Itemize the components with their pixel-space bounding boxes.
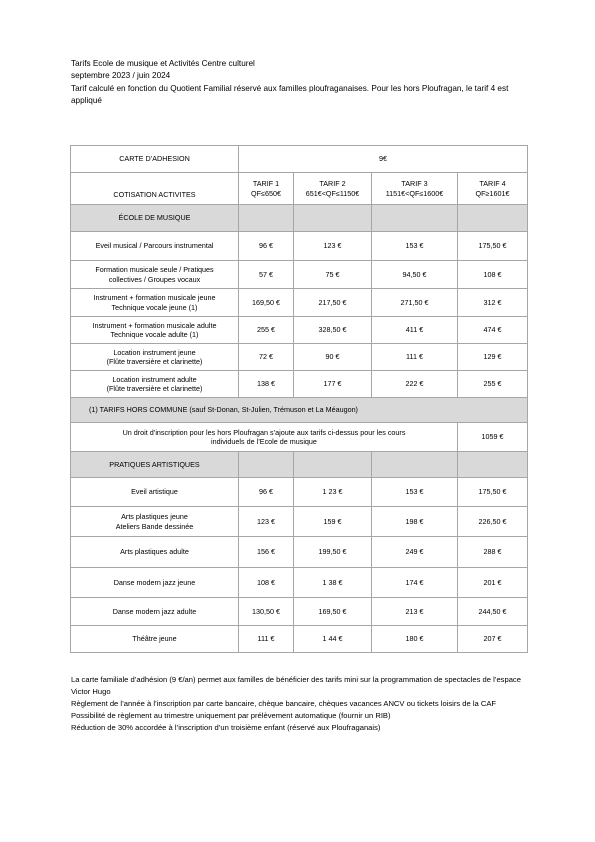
- carte-label: CARTE D’ADHESION: [71, 146, 239, 173]
- doc-period: septembre 2023 / juin 2024: [71, 71, 171, 81]
- price-cell: 201 €: [458, 568, 528, 598]
- table-row: [71, 598, 528, 626]
- tarif-1-header: TARIF 1 QF≤650€: [239, 173, 294, 205]
- price-cell: 111 €: [239, 626, 294, 653]
- carte-value: 9€: [239, 146, 528, 173]
- row-label: Formation musicale seule / Pratiques collectives / Groupes vocaux: [71, 261, 239, 289]
- row-label: Danse modern jazz jeune: [71, 568, 239, 598]
- row-label: Danse modern jazz adulte: [71, 598, 239, 626]
- doc-title: Tarifs Ecole de musique et Activités Centre culturel: [71, 59, 255, 68]
- price-cell: 123 €: [294, 232, 372, 261]
- row-label: Eveil musical / Parcours instrumental: [71, 232, 239, 261]
- price-cell: 180 €: [372, 626, 458, 653]
- note-line: Règlement de l’année à l’inscription par carte bancaire, chèque bancaire, chèques vacances ANCV ou tickets loisirs de la CAF: [71, 698, 497, 708]
- price-cell: 199,50 €: [294, 537, 372, 568]
- row-label: Théâtre jeune: [71, 626, 239, 653]
- price-cell: 474 €: [458, 317, 528, 344]
- price-cell: 1 23 €: [294, 478, 372, 507]
- section-artistiques-row: [71, 452, 528, 478]
- table-row: [71, 568, 528, 598]
- table-row: [71, 537, 528, 568]
- price-cell: 75 €: [294, 261, 372, 289]
- table-row: [71, 289, 528, 317]
- droit-label: Un droit d’inscription pour les hors Ploufragan s’ajoute aux tarifs ci-dessus pour les cours individuels de l’Ecole de musique: [71, 423, 458, 452]
- price-cell: 1 44 €: [294, 626, 372, 653]
- table-row: [71, 344, 528, 371]
- price-cell: 108 €: [458, 261, 528, 289]
- droit-row: [71, 423, 528, 452]
- price-cell: 207 €: [458, 626, 528, 653]
- tarif-4-header: TARIF 4 QF≥1601€: [458, 173, 528, 205]
- price-cell: 226,50 €: [458, 507, 528, 537]
- table-row: [71, 317, 528, 344]
- row-label: Arts plastiques jeune Ateliers Bande dessinée: [71, 507, 239, 537]
- price-cell: 111 €: [372, 344, 458, 371]
- tarif-table: [70, 145, 528, 653]
- price-cell: 153 €: [372, 478, 458, 507]
- price-cell: 169,50 €: [294, 598, 372, 626]
- section-artistiques-label: PRATIQUES ARTISTIQUES: [71, 452, 239, 478]
- price-cell: 72 €: [239, 344, 294, 371]
- row-label: Instrument + formation musicale jeune Technique vocale jeune (1): [71, 289, 239, 317]
- row-label: Location instrument jeune (Flûte traversière et clarinette): [71, 344, 239, 371]
- price-cell: 255 €: [239, 317, 294, 344]
- row-label: Location instrument adulte (Flûte traversière et clarinette): [71, 371, 239, 398]
- price-cell: 108 €: [239, 568, 294, 598]
- price-cell: 217,50 €: [294, 289, 372, 317]
- price-cell: 153 €: [372, 232, 458, 261]
- row-label: Arts plastiques adulte: [71, 537, 239, 568]
- tarif-3-header: TARIF 3 1151€<QF≤1600€: [372, 173, 458, 205]
- cotisation-label: COTISATION ACTIVITES: [71, 173, 239, 205]
- section-musique-label: ÉCOLE DE MUSIQUE: [71, 205, 239, 232]
- price-cell: 175,50 €: [458, 478, 528, 507]
- droit-value: 1059 €: [458, 423, 528, 452]
- intro-block: [71, 58, 531, 107]
- table-row: [71, 371, 528, 398]
- price-cell: 328,50 €: [294, 317, 372, 344]
- price-cell: 96 €: [239, 478, 294, 507]
- price-cell: 138 €: [239, 371, 294, 398]
- price-cell: 177 €: [294, 371, 372, 398]
- note-line: Possibilité de règlement au trimestre uniquement par prélèvement automatique (fournir un RIB): [71, 710, 391, 720]
- price-cell: 159 €: [294, 507, 372, 537]
- table-row: [71, 478, 528, 507]
- price-cell: 222 €: [372, 371, 458, 398]
- price-cell: 57 €: [239, 261, 294, 289]
- price-cell: 175,50 €: [458, 232, 528, 261]
- note-line: Réduction de 30% accordée à l’inscription d’un troisième enfant (réservé aux Ploufraganais): [71, 722, 381, 732]
- price-cell: 169,50 €: [239, 289, 294, 317]
- hors-commune-row: [71, 398, 528, 423]
- price-cell: 249 €: [372, 537, 458, 568]
- section-musique-row: [71, 205, 528, 232]
- doc-subtitle: Tarif calculé en fonction du Quotient Familial réservé aux familles ploufraganaises. Pour les hors Ploufragan, le tarif 4 est appliqué: [71, 83, 509, 105]
- price-cell: 244,50 €: [458, 598, 528, 626]
- price-cell: 90 €: [294, 344, 372, 371]
- price-cell: 123 €: [239, 507, 294, 537]
- hors-commune-label: (1) TARIFS HORS COMMUNE (sauf St-Donan, St-Julien, Trémuson et La Méaugon): [71, 398, 528, 423]
- price-cell: 213 €: [372, 598, 458, 626]
- header-row: [71, 173, 528, 205]
- price-cell: 198 €: [372, 507, 458, 537]
- row-label: Eveil artistique: [71, 478, 239, 507]
- price-cell: 288 €: [458, 537, 528, 568]
- note-line: La carte familiale d’adhésion (9 €/an) permet aux familles de bénéficier des tarifs mini sur la programmation de spectacles de l’espace Victor Hugo: [71, 675, 521, 696]
- notes-block: [71, 674, 531, 734]
- table-row: [71, 507, 528, 537]
- table-row: [71, 232, 528, 261]
- price-cell: 94,50 €: [372, 261, 458, 289]
- tarif-2-header: TARIF 2 651€<QF≤1150€: [294, 173, 372, 205]
- price-cell: 411 €: [372, 317, 458, 344]
- table-row: [71, 626, 528, 653]
- price-cell: 312 €: [458, 289, 528, 317]
- price-cell: 271,50 €: [372, 289, 458, 317]
- price-cell: 1 38 €: [294, 568, 372, 598]
- table-row: [71, 261, 528, 289]
- price-cell: 129 €: [458, 344, 528, 371]
- row-label: Instrument + formation musicale adulte Technique vocale adulte (1): [71, 317, 239, 344]
- price-cell: 130,50 €: [239, 598, 294, 626]
- carte-row: [71, 146, 528, 173]
- price-cell: 255 €: [458, 371, 528, 398]
- price-cell: 96 €: [239, 232, 294, 261]
- price-cell: 174 €: [372, 568, 458, 598]
- price-cell: 156 €: [239, 537, 294, 568]
